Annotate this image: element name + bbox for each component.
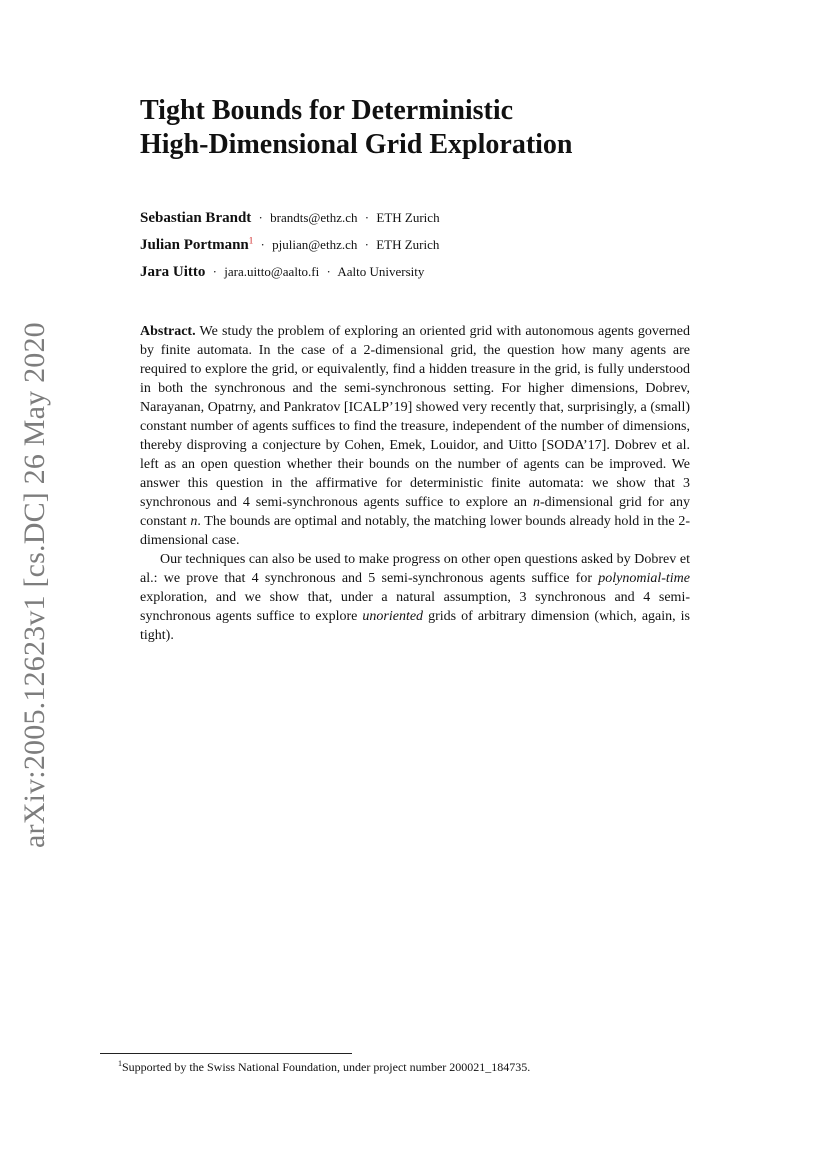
math-variable: n: [190, 514, 198, 529]
abstract-paragraph-1: [140, 322, 690, 550]
footnote-mark: 1: [118, 1059, 122, 1068]
separator-dot: ·: [364, 237, 369, 252]
author-entry: [140, 262, 700, 289]
separator-dot: ·: [260, 237, 265, 252]
footnote-divider: [100, 1053, 352, 1054]
author-affiliation: ETH Zurich: [376, 237, 440, 252]
footnote-link[interactable]: 1: [248, 235, 254, 246]
separator-dot: ·: [364, 210, 370, 225]
paper-title: [140, 94, 740, 162]
author-name: Jara Uitto: [140, 264, 206, 280]
abstract-text: exploration, and we show that, under a natural assumption, 3 synchronous and 4 semi-synchronous agents suffice to explore: [140, 590, 690, 624]
abstract-label: Abstract.: [140, 324, 196, 339]
emphasis-text: unoriented: [362, 609, 424, 624]
footnote-text: Supported by the Swiss National Foundation, under project number 200021_184735.: [122, 1060, 531, 1074]
author-email: jara.uitto@aalto.fi: [224, 264, 320, 279]
author-affiliation: Aalto University: [337, 264, 425, 279]
arxiv-identifier-stamp: arXiv:2005.12623v1 [cs.DC] 26 May 2020: [18, 322, 51, 848]
abstract-text: We study the problem of exploring an oriented grid with autonomous agents governed by finite automata. In the case of a 2-dimensional grid, the question how many agents are required to explore the grid, or equivalently, find a hidden treasure in the grid, is fully understood in both the synchronous and the semi-synchronous setting. For higher dimensions, Dobrev, Narayanan, Opatrny, and Pankratov [ICALP’19] showed very recently that, surprisingly, a (small) constant number of agents suffices to find the treasure, independent of the number of dimensions, thereby disproving a conjecture by Cohen, Emek, Louidor, and Uitto [SODA’17]. Dobrev et al. left as an open question whether their bounds on the number of agents can be improved. We answer this question in the affirmative for deterministic finite automata: we show that 3 synchronous and 4 semi-synchronous agents suffice to explore an: [140, 324, 691, 510]
abstract-text: Our techniques can also be used to make progress on other open questions asked by Dobrev et al.: we prove that 4 synchronous and 5 semi-synchronous agents suffice for: [140, 552, 690, 586]
abstract: [140, 322, 690, 645]
paper-title-line-2: High-Dimensional Grid Exploration: [140, 129, 573, 160]
author-email: brandts@ethz.ch: [270, 210, 358, 225]
abstract-paragraph-2: [140, 550, 690, 645]
separator-dot: ·: [212, 264, 217, 279]
separator-dot: ·: [258, 210, 263, 225]
author-email: pjulian@ethz.ch: [272, 237, 358, 252]
abstract-text: . The bounds are optimal and notably, the matching lower bounds already hold in the 2-dimensional case.: [140, 514, 690, 548]
separator-dot: ·: [326, 264, 331, 279]
author-name: Sebastian Brandt: [140, 210, 252, 226]
abstract-text: -dimensional grid for any constant: [140, 495, 690, 529]
author-entry: [140, 235, 700, 262]
emphasis-text: polynomial-time: [598, 571, 690, 586]
author-entry: [140, 208, 700, 235]
paper-title-line-1: Tight Bounds for Deterministic: [140, 95, 514, 126]
author-name: Julian Portmann: [140, 237, 249, 253]
math-variable: n: [533, 495, 540, 510]
abstract-text: grids of arbitrary dimension (which, again, is tight).: [140, 609, 690, 643]
footnote: [118, 1059, 738, 1075]
author-affiliation: ETH Zurich: [376, 210, 440, 225]
author-list: [140, 208, 700, 289]
